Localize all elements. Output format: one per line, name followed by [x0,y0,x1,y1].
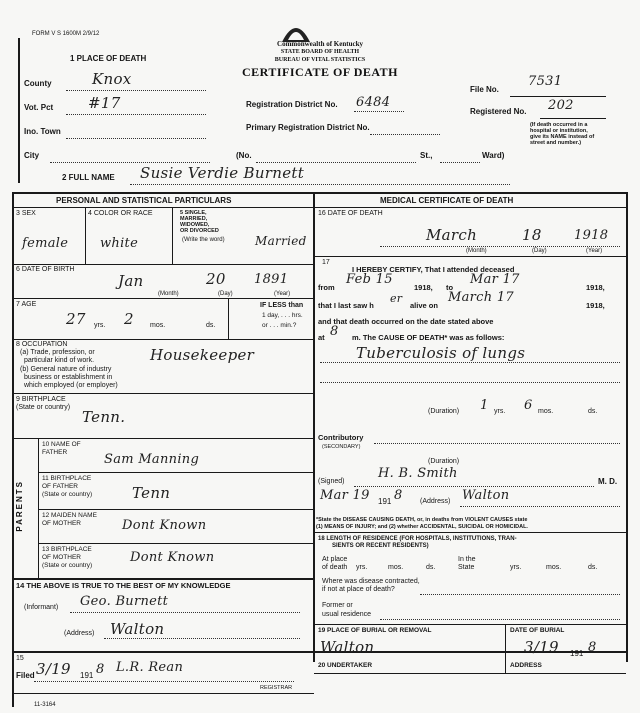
ward-label: Ward) [482,151,505,160]
death-month-label: (Month) [466,248,487,254]
less-than-3: or . . . min.? [262,322,297,329]
duration-ds-label: ds. [588,408,598,415]
dob-label: 6 DATE OF BIRTH [16,266,75,273]
last-saw-text-1: that I last saw h [318,301,374,310]
former-1: Former or [322,602,353,609]
in-the-2: State [458,564,475,571]
vot-pct-value: #17 [88,94,121,112]
last-saw-her: er [390,292,403,305]
hospital-note-4: street and number.) [530,140,582,146]
certify-text: I HEREBY CERTIFY, That I attended deceased [352,265,515,274]
dob-year: 1891 [254,272,289,287]
father-name-value: Sam Manning [104,452,200,467]
less-than-1: IF LESS than [260,302,304,309]
occupation-label: 8 OCCUPATION [16,341,68,348]
residence-label-2: SIENTS OR RECENT RESIDENTS) [332,543,429,549]
sign-year-prefix: 191 [378,497,392,506]
former-2: usual residence [322,611,372,618]
to-year: 1918, [586,283,605,292]
sex-value: female [22,236,69,251]
duration-label: (Duration) [428,408,460,415]
duration-months: 6 [524,398,533,413]
commonwealth-label: Commonwealth of Kentucky [277,40,363,48]
cause-value: Tuberculosis of lungs [356,344,526,362]
registration-district-value: 6484 [356,95,391,110]
vot-pct-label: Vot. Pct [24,103,54,112]
informant-address-value: Walton [110,620,165,638]
less-than-2: 1 day, . . . hrs. [262,312,303,319]
father-birthplace-value: Tenn [132,484,171,502]
mother-birthplace-label-1: 13 BIRTHPLACE [42,546,92,553]
at-label: at [318,333,325,342]
age-ds-label: ds. [206,322,216,329]
last-saw-text-2: alive on [410,301,438,310]
duration-yrs-label: yrs. [494,408,506,415]
burial-date-value: 3/19 [524,638,559,656]
at-place-1: At place [322,556,348,563]
hospital-note-2: hospital or institution, [530,128,588,134]
res-ds-2: ds. [588,564,598,571]
sign-date: Mar 19 [320,488,370,503]
occupation-b2: business or establishment in [24,374,113,381]
duration-years: 1 [480,398,489,413]
filed-number: 15 [16,655,24,662]
county-label: County [24,79,52,88]
dob-year-label: (Year) [274,291,291,297]
place-of-death-label: 1 PLACE OF DEATH [70,54,147,63]
date-burial-label: DATE OF BURIAL [510,627,565,634]
no-label: (No. [236,151,252,160]
mother-birthplace-label-3: (State or country) [42,562,93,569]
from-value: Feb 15 [346,272,393,287]
birthplace-value: Tenn. [82,408,126,426]
res-yrs-1: yrs. [356,564,368,571]
marital-label-3: WIDOWED, [180,222,210,228]
where-disease: Where was disease contracted, [322,578,420,585]
to-value: Mar 17 [470,272,520,287]
parents-label: PARENTS [15,480,24,532]
dob-day: 20 [206,270,226,288]
father-birthplace-label-3: (State or country) [42,491,93,498]
occupation-value: Housekeeper [150,346,255,364]
primary-registration-label: Primary Registration District No. [246,123,370,132]
death-month: March [426,226,478,244]
mother-name-value: Dont Known [122,518,207,533]
city-label: City [24,151,40,160]
mother-name-label-1: 12 MAIDEN NAME [42,512,97,519]
secondary-label: (SECONDARY) [322,444,361,450]
to-label: to [446,283,454,292]
state-note-1: *State the DISEASE CAUSING DEATH, or, in deaths from VIOLENT CAUSES state [316,517,528,523]
filed-year-prefix: 191 [80,671,94,680]
registered-no-value: 202 [548,98,574,113]
form-number: FORM V S 1600M 2/9/12 [32,31,100,37]
file-no-label: File No. [470,85,499,94]
occupation-a1: (a) Trade, profession, or [20,349,95,356]
signed-label: (Signed) [318,478,345,485]
burial-year-suffix: 8 [588,640,597,655]
last-saw-year: 1918, [586,301,605,310]
filed-word: Filed [16,671,35,680]
certificate-title: CERTIFICATE OF DEATH [241,65,399,79]
if-not-place: if not at place of death? [322,586,395,593]
death-year: 1918 [574,228,609,243]
bureau-label: BUREAU OF VITAL STATISTICS [274,57,366,63]
full-name-value: Susie Verdie Burnett [140,164,305,182]
age-months: 2 [124,310,134,328]
md-label: M. D. [598,477,618,486]
death-day-label: (Day) [532,248,547,254]
age-years: 27 [66,310,86,328]
sign-year-suffix: 8 [394,488,403,503]
age-label: 7 AGE [16,301,37,308]
occupation-a2: particular kind of work. [24,357,95,364]
st-label: St., [420,151,433,160]
footer-code: 11-3164 [34,702,56,708]
marital-label-1: 5 SINGLE, [180,210,207,216]
in-the-1: In the [458,556,476,563]
from-year: 1918, [414,283,433,292]
filed-registrar-value: L.R. Rean [116,660,184,675]
registered-no-label: Registered No. [470,107,527,116]
hospital-note-3: give its NAME instead of [530,134,595,140]
res-ds-1: ds. [426,564,436,571]
file-no-value: 7531 [528,74,563,89]
res-yrs-2: yrs. [510,564,522,571]
state-board-label: STATE BOARD OF HEALTH [280,49,360,55]
sign-address-value: Walton [462,488,510,503]
marital-value: Married [255,234,307,248]
marital-label-4: OR DIVORCED [180,228,219,234]
father-name-label-2: FATHER [42,449,68,456]
death-year-label: (Year) [586,248,603,254]
father-birthplace-label-1: 11 BIRTHPLACE [42,475,92,482]
contributory-label: Contributory [318,433,364,442]
burial-label: 19 PLACE OF BURIAL OR REMOVAL [318,627,432,634]
sign-address-label: (Address) [420,498,451,505]
color-value: white [100,236,139,251]
age-mos-label: mos. [150,322,166,329]
at-place-2: of death [322,564,348,571]
registrar-label: REGISTRAR [260,685,293,691]
marital-label-5: (Write the word) [182,237,225,243]
mother-name-label-2: OF MOTHER [42,520,81,527]
mother-birthplace-value: Dont Known [130,550,215,565]
dob-day-label: (Day) [218,291,233,297]
duration-mos-label: mos. [538,408,554,415]
certify-number: 17 [322,259,330,266]
occupation-b1: (b) General nature of industry [20,366,112,373]
undertaker-address-label: ADDRESS [510,662,542,669]
res-mos-1: mos. [388,564,404,571]
father-birthplace-label-2: OF FATHER [42,483,78,490]
county-value: Knox [92,70,132,88]
color-label: 4 COLOR OR RACE [88,210,153,217]
mother-birthplace-label-2: OF MOTHER [42,554,81,561]
state-note-2: (1) MEANS OF INJURY; and (2) whether ACCIDENTAL, SUICIDAL OR HOMICIDAL. [316,524,528,530]
occupation-b3: which employed (or employer) [24,382,118,389]
birthplace-sub: (State or country) [16,404,71,411]
filed-date: 3/19 [36,660,71,678]
birthplace-label: 9 BIRTHPLACE [16,396,66,403]
death-day: 18 [522,226,542,244]
marital-label-2: MARRIED, [180,216,208,222]
personal-section-title: PERSONAL AND STATISTICAL PARTICULARS [56,196,232,205]
age-yrs-label: yrs. [94,322,106,329]
date-of-death-label: 16 DATE OF DEATH [318,210,383,217]
duration2-label: (Duration) [428,458,460,465]
cause-intro: m. The CAUSE OF DEATH* was as follows: [352,333,505,342]
last-saw-value: March 17 [448,290,515,305]
father-name-label-1: 10 NAME OF [42,441,81,448]
registration-district-label: Registration District No. [246,100,338,109]
death-occurred-text: and that death occurred on the date stated above [318,317,494,326]
ino-town-label: Ino. Town [24,127,61,136]
filed-year-suffix: 8 [96,662,105,677]
from-label: from [318,283,335,292]
hospital-note-1: (If death occurred in a [530,122,588,128]
signed-value: H. B. Smith [378,466,458,481]
informant-value: Geo. Burnett [80,594,169,609]
sex-label: 3 SEX [16,210,36,217]
time-value: 8 [330,324,339,339]
medical-section-title: MEDICAL CERTIFICATE OF DEATH [380,196,514,205]
full-name-label: 2 FULL NAME [62,173,115,182]
burial-year-prefix: 191 [570,649,584,658]
res-mos-2: mos. [546,564,562,571]
dob-month: Jan [118,272,144,290]
knowledge-label: 14 THE ABOVE IS TRUE TO THE BEST OF MY KNOWLEDGE [16,581,231,590]
dob-month-label: (Month) [158,291,179,297]
informant-label: (Informant) [24,604,59,611]
undertaker-label: 20 UNDERTAKER [318,662,373,669]
burial-place-value: Walton [320,638,375,656]
informant-address-label: (Address) [64,630,95,637]
residence-label-1: 18 LENGTH OF RESIDENCE (FOR HOSPITALS, INSTITUTIONS, TRAN- [318,536,517,542]
